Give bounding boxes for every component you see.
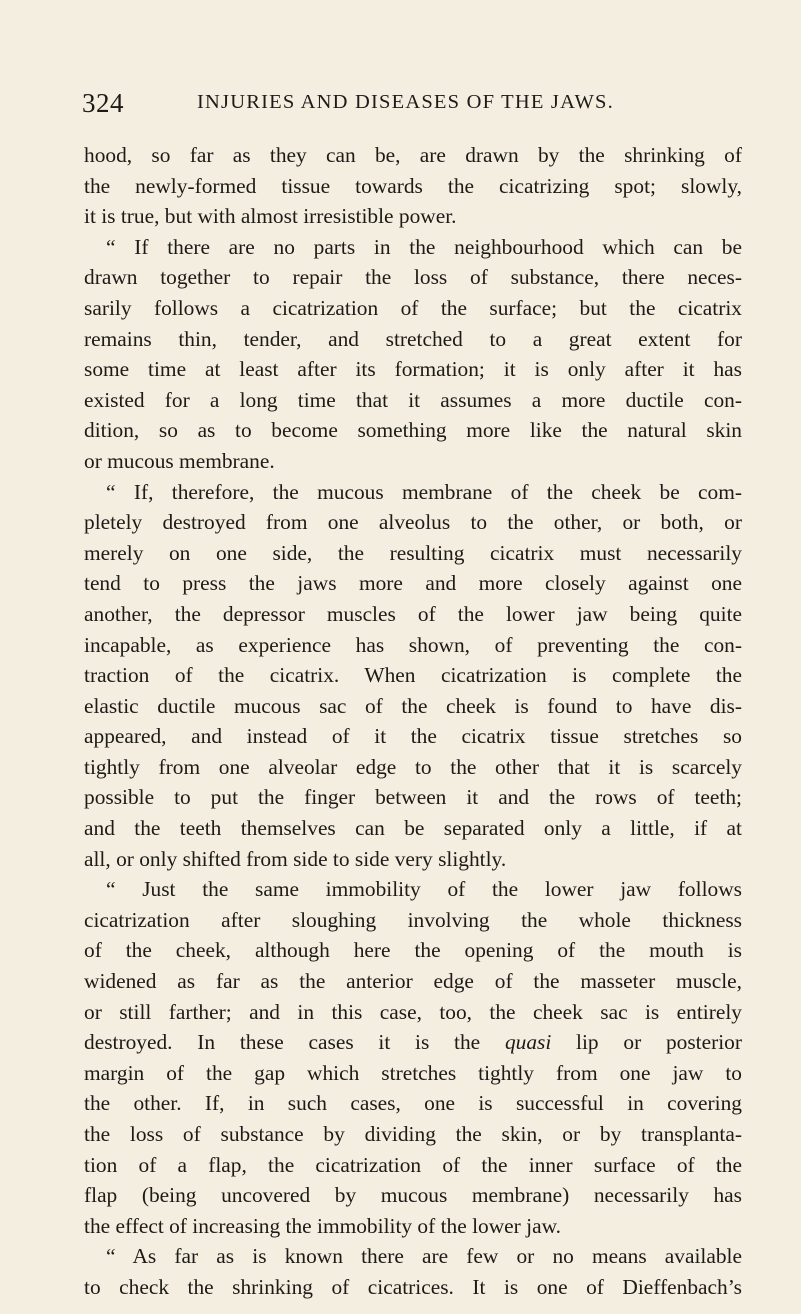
text-line: to check the shrinking of cicatrices. It is one of Dieffenbach’s [84, 1274, 742, 1299]
text-line: cicatrization after sloughing involving the whole thickness [84, 907, 742, 932]
text-line: possible to put the finger between it and the rows of teeth; [84, 785, 742, 810]
page-number: 324 [82, 88, 124, 118]
text-line: the newly-formed tissue towards the cicatrizing spot; slowly, [84, 173, 742, 198]
body-text [84, 140, 742, 1303]
text-line: tion of a flap, the cicatrization of the inner surface of the [84, 1152, 742, 1177]
text-line: or mucous membrane. [84, 448, 275, 473]
text-line: widened as far as the anterior edge of the masseter muscle, [84, 969, 742, 994]
text-line: and the teeth themselves can be separated only a little, if at [84, 816, 742, 841]
text-line: “ If, therefore, the mucous membrane of the cheek be com- [106, 479, 742, 504]
italic-term: quasi [504, 1030, 552, 1055]
text-line: some time at least after its formation; it is only after it has [84, 357, 742, 382]
text-line: “ Just the same immobility of the lower jaw follows [106, 877, 742, 902]
text-segment: lip or posterior [576, 1030, 742, 1055]
text-line: drawn together to repair the loss of substance, there neces- [84, 265, 742, 290]
page-header [82, 88, 742, 128]
text-line: tightly from one alveolar edge to the other that it is scarcely [84, 754, 742, 779]
text-segment: destroyed. In these cases it is the [84, 1030, 481, 1055]
text-line: existed for a long time that it assumes a more ductile con- [84, 387, 742, 412]
running-title: INJURIES AND DISEASES OF THE JAWS. [197, 91, 614, 113]
text-line: traction of the cicatrix. When cicatrization is complete the [84, 663, 742, 688]
text-line: merely on one side, the resulting cicatrix must necessarily [84, 540, 742, 565]
text-line: of the cheek, although here the opening of the mouth is [84, 938, 742, 963]
text-line: all, or only shifted from side to side very slightly. [84, 846, 507, 871]
text-line: the other. If, in such cases, one is successful in covering [84, 1091, 742, 1116]
text-line: margin of the gap which stretches tightly from one jaw to [84, 1060, 742, 1085]
text-line: the loss of substance by dividing the skin, or by transplanta- [84, 1122, 742, 1146]
text-line: it is true, but with almost irresistible power. [84, 204, 457, 229]
text-line: “ If there are no parts in the neighbourhood which can be [106, 234, 742, 259]
text-line: another, the depressor muscles of the lower jaw being quite [84, 601, 742, 626]
text-line: elastic ductile mucous sac of the cheek is found to have dis- [84, 693, 742, 718]
text-line: hood, so far as they can be, are drawn by the shrinking of [84, 143, 742, 167]
text-line: pletely destroyed from one alveolus to the other, or both, or [84, 510, 742, 535]
text-line: “ As far as is known there are few or no means available [106, 1244, 742, 1269]
text-line: appeared, and instead of it the cicatrix tissue stretches so [84, 724, 742, 749]
text-line: the effect of increasing the immobility of the lower jaw. [84, 1213, 561, 1238]
text-line: flap (being uncovered by mucous membrane) necessarily has [84, 1183, 742, 1208]
text-line: or still farther; and in this case, too, the cheek sac is entirely [84, 999, 742, 1024]
text-line: remains thin, tender, and stretched to a great extent for [84, 326, 742, 351]
text-line-with-italic [84, 1027, 742, 1058]
text-line: incapable, as experience has shown, of preventing the con- [84, 632, 742, 657]
text-line: sarily follows a cicatrization of the surface; but the cicatrix [84, 295, 742, 320]
text-line: tend to press the jaws more and more closely against one [84, 571, 742, 596]
text-line: dition, so as to become something more like the natural skin [84, 418, 742, 443]
